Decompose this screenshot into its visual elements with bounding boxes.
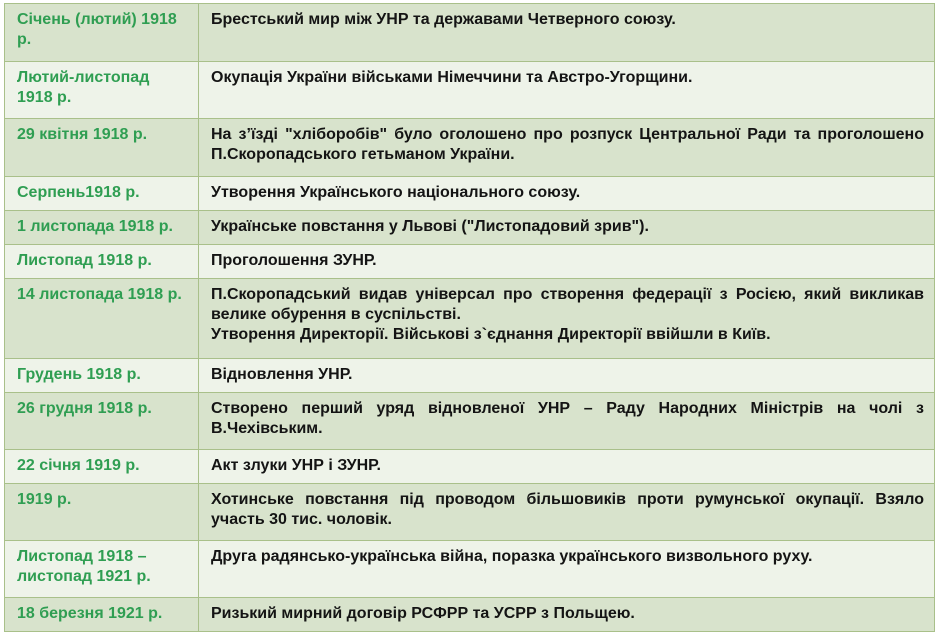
date-cell: 14 листопада 1918 р. xyxy=(5,279,199,359)
date-cell: Серпень1918 р. xyxy=(5,177,199,211)
date-cell: Листопад 1918 р. xyxy=(5,245,199,279)
date-cell: 1 листопада 1918 р. xyxy=(5,211,199,245)
table-row xyxy=(5,245,935,279)
timeline-table xyxy=(4,3,935,632)
date-cell: Грудень 1918 р. xyxy=(5,359,199,393)
event-text: Створено перший уряд відновленої УНР – Раду Народних Міністрів на чолі з В.Чехівським. xyxy=(211,400,924,437)
event-cell xyxy=(199,541,935,598)
event-text: Акт злуки УНР і ЗУНР. xyxy=(211,457,381,474)
event-text: Ризький мирний договір РСФРР та УСРР з Польщею. xyxy=(211,605,635,622)
table-row xyxy=(5,4,935,62)
event-cell xyxy=(199,177,935,211)
event-cell xyxy=(199,484,935,541)
table-row xyxy=(5,62,935,119)
table-row xyxy=(5,359,935,393)
event-cell xyxy=(199,450,935,484)
table-row xyxy=(5,211,935,245)
event-text: Брестський мир між УНР та державами Четверного союзу. xyxy=(211,11,676,28)
event-text: Відновлення УНР. xyxy=(211,366,353,383)
date-cell: 1919 р. xyxy=(5,484,199,541)
event-cell xyxy=(199,119,935,177)
date-cell: 18 березня 1921 р. xyxy=(5,598,199,632)
event-text: Утворення Українського національного союзу. xyxy=(211,184,581,201)
event-text: Хотинське повстання під проводом більшовиків проти румунської окупації. Взяло участь 30 тис. чоловік. xyxy=(211,491,924,528)
date-cell: Лютий-листопад 1918 р. xyxy=(5,62,199,119)
event-cell xyxy=(199,598,935,632)
event-cell xyxy=(199,279,935,359)
event-cell xyxy=(199,62,935,119)
event-text: На з’їзді "хліборобів" було оголошено про розпуск Центральної Ради та проголошено П.Скоропадського гетьманом України. xyxy=(211,126,924,163)
table-row xyxy=(5,598,935,632)
event-text: Утворення Директорії. Військові з`єднання Директорії ввійшли в Київ. xyxy=(211,326,771,343)
date-cell: 29 квітня 1918 р. xyxy=(5,119,199,177)
table-row xyxy=(5,541,935,598)
date-cell: Січень (лютий) 1918 р. xyxy=(5,4,199,62)
event-text: Українське повстання у Львові ("Листопадовий зрив"). xyxy=(211,218,649,235)
event-text: Проголошення ЗУНР. xyxy=(211,252,377,269)
event-text: Окупація України військами Німеччини та Австро-Угорщини. xyxy=(211,69,693,86)
event-text: Друга радянсько-українська війна, поразка українського визвольного руху. xyxy=(211,548,813,565)
table-row xyxy=(5,393,935,450)
table-row xyxy=(5,279,935,359)
date-cell: Листопад 1918 – листопад 1921 р. xyxy=(5,541,199,598)
event-cell xyxy=(199,393,935,450)
date-cell: 22 січня 1919 р. xyxy=(5,450,199,484)
event-cell xyxy=(199,211,935,245)
table-row xyxy=(5,484,935,541)
date-cell: 26 грудня 1918 р. xyxy=(5,393,199,450)
event-cell xyxy=(199,245,935,279)
event-cell xyxy=(199,4,935,62)
event-cell xyxy=(199,359,935,393)
event-text: П.Скоропадський видав універсал про створення федерації з Росією, який викликав велике обурення в суспільстві. xyxy=(211,286,924,323)
table-row xyxy=(5,177,935,211)
timeline-body xyxy=(5,4,935,632)
table-row xyxy=(5,119,935,177)
table-row xyxy=(5,450,935,484)
